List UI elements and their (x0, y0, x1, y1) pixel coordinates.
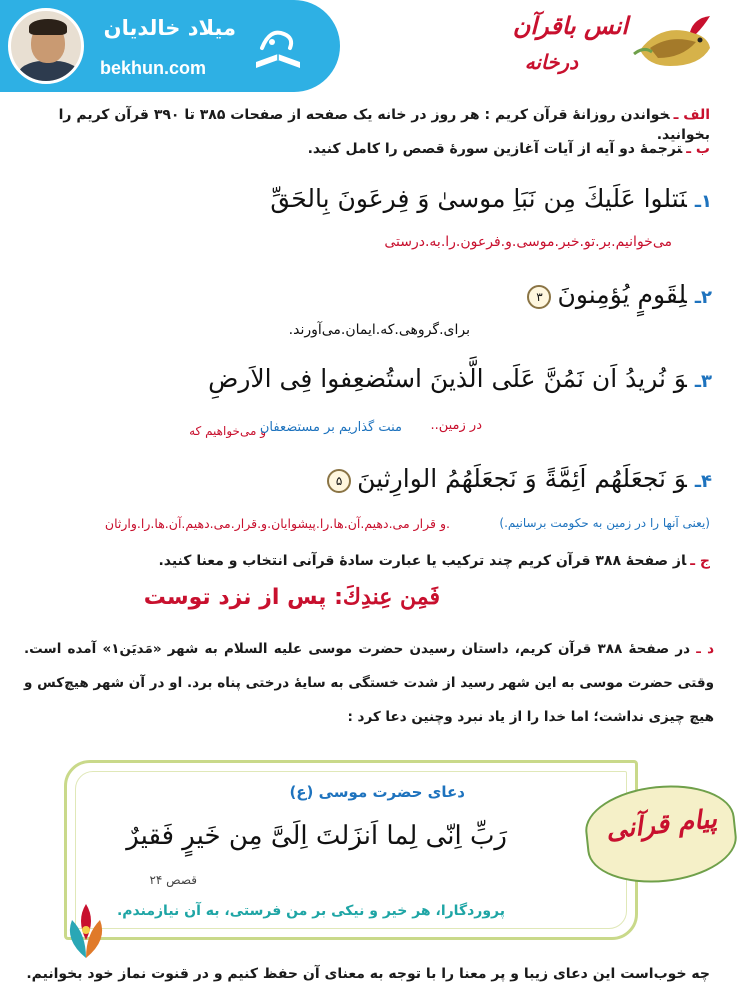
verse-text: نَتلوا عَلَیكَ مِن نَبَاِ موسیٰ وَ فِرعَونَ بِالحَقِّ (270, 184, 687, 213)
verse-4 (327, 464, 712, 493)
author-name: میلاد خالدیان (103, 16, 236, 40)
closing-text: چه خوب‌است این دعای زیبا و پر معنا را با توجه به معنای آن حفظ کنیم و در قنوت نماز خود بخوانیم. (26, 966, 710, 982)
verse-3-translation-part3: در زمین.. (430, 418, 482, 433)
verse-number: ۲ـ (694, 287, 712, 308)
section-title: انس باقرآن (512, 12, 628, 40)
answer-arabic: فَمِن عِندِكَ (342, 584, 440, 610)
bekhun-logo-icon (248, 18, 308, 78)
card-reference: قصص ۲۴ (149, 873, 197, 887)
dal-marker: د ـ (696, 641, 715, 657)
verse-3 (208, 364, 712, 393)
floral-ornament-icon (58, 900, 114, 960)
verse-text: وَ نَجعَلَهُم اَئِمَّةً وَ نَجعَلَهُمُ الوارِثینَ (357, 464, 687, 493)
verse-3-translation-part2: منت گذاریم بر مستضعفان (259, 420, 402, 435)
jim-text: از صفحهٔ ۳۸۸ قرآن کریم چند ترکیب یا عبارت سادهٔ قرآنی انتخاب و معنا کنید. (158, 553, 687, 569)
verse-number: ۳ـ (694, 371, 712, 392)
jim-marker: ج ـ (690, 553, 710, 569)
instruction-jim (22, 552, 710, 572)
message-card (64, 760, 638, 940)
verse-1-translation: می‌خوانیم.بر.تو.خبر.موسی.و.فرعون.را.به.درستی (384, 234, 672, 250)
verse-text: وَ نُریدُ اَن نَمُنَّ عَلَی الَّذینَ استُضعِفوا فِی الاَرضِ (208, 364, 687, 393)
alef-text: خواندن روزانهٔ قرآن کریم : هر روز در خانه یک صفحه از صفحات ۳۸۵ تا ۳۹۰ قرآن کریم را بخوانید. (58, 107, 710, 143)
card-translation: پروردگارا، هر خیر و نیکی بر من فرستی، به آن نیازمندم. (116, 903, 505, 919)
verse-1 (270, 184, 712, 213)
verse-4-translation: .و قرار می.دهیم.آن.ها.را.پیشوایان.و.قرار.می.دهیم.آن.ها.را.وارثان (104, 516, 450, 531)
card-title: دعای حضرت موسی (ع) (289, 783, 465, 801)
alef-marker: الف ـ (673, 107, 710, 123)
verse-text: لِقَومٍ یُؤمِنونَ (557, 280, 687, 309)
verse-number: ۱ـ (694, 191, 712, 212)
bird-illustration-icon (630, 10, 714, 80)
instruction-be (22, 140, 710, 160)
verse-number: ۴ـ (694, 471, 712, 492)
be-text: ترجمهٔ دو آیه از آیات آغازین سورهٔ قصص را کامل کنید. (307, 141, 683, 157)
badge-label: پیام قرآنی (604, 804, 719, 846)
verse-4-translation-note: (یعنی آنها را در زمین به حکومت برسانیم.) (499, 516, 710, 530)
answer-meaning: : پس از نزد توست (143, 585, 343, 610)
verse-2 (527, 280, 712, 309)
card-ayah: رَبِّ اِنّی لِما اَنزَلتَ اِلَیَّ مِن خَیرٍ فَقیرٌ (126, 821, 507, 851)
section-subtitle: درخانه (524, 50, 578, 74)
section-badge (498, 4, 728, 88)
verse-end-mark: ۵ (327, 469, 351, 493)
story-paragraph (24, 632, 714, 734)
be-marker: ب ـ (686, 141, 710, 157)
verse-2-translation: برای.گروهی.که.ایمان.می‌آورند. (288, 322, 470, 338)
site-url[interactable]: bekhun.com (100, 58, 207, 78)
avatar (8, 8, 84, 84)
verse-3-translation-part1: و می‌خواهیم که (189, 424, 266, 438)
dal-text: در صفحهٔ ۳۸۸ قرآن کریم، داستان رسیدن حضرت موسی علیه السلام به شهر «مَدیَن۱» آمده است. وقتی حضرت موسی به این شهر رسید از شدت خستگی به سایهٔ درختی پناه برد. او در آن شهر هیچ‌کس و هیچ چیزی نداشت؛ اما خدا را از یاد نبرد وچنین دعا کرد : (24, 641, 714, 725)
jim-answer (144, 584, 440, 610)
profile-banner (0, 0, 340, 92)
verse-end-mark: ۳ (527, 285, 551, 309)
